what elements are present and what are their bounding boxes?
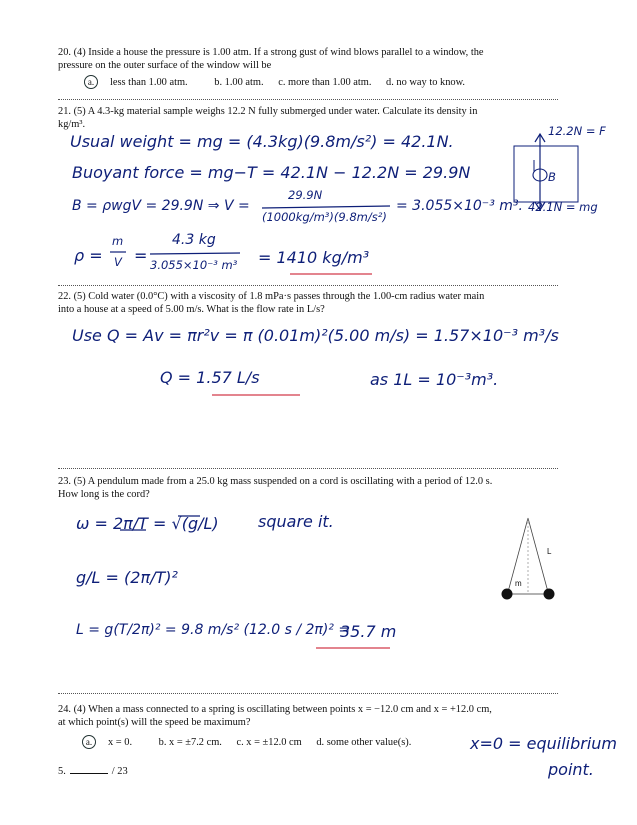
q24-option-b: b. x = ±7.2 cm. [158,737,222,748]
q23-text-line2: How long is the cord? [58,489,150,500]
score-total: / 23 [111,766,128,777]
q21-fbd-buoyant-label: B [548,170,556,184]
q20-option-b: b. 1.00 atm. [214,77,264,88]
q21-density-fraction-bar [150,253,240,254]
q21-text-line1: 21. (5) A 4.3-kg material sample weighs 12.2 N fully submerged under water. Calculate its density in [58,106,478,117]
q21-fbd-tension-label: 12.2N = F [548,124,606,138]
q24-equilibrium-note-2: point. [548,760,594,779]
q20-text-line1: 20. (4) Inside a house the pressure is 1.00 atm. If a strong gust of wind blows parallel to a window, the [58,47,484,58]
q24-circled-answer: a. [82,735,96,749]
q23-omega-equation: ω = 2π/T = √(g/L) [76,514,219,533]
q20-circled-answer: a. [84,75,98,89]
q21-density-V: V [114,255,122,269]
q21-volume-lhs: B = ρwgV = 29.9N ⇒ V = [72,198,250,214]
q23-pendulum-bob-right [544,589,555,600]
q23-pendulum-cord-right [528,518,548,592]
q21-volume-fraction-bar [262,206,390,208]
q21-volume-rhs: = 3.055×10⁻³ m³. [396,198,523,214]
q20-text-line2: pressure on the outer surface of the window will be [58,60,272,71]
q21-text-line2: kg/m³. [58,119,86,130]
q21-density-result: = 1410 kg/m³ [258,248,370,267]
q21-fbd-box [514,146,578,202]
q20-option-a: a. less than 1.00 atm. [84,77,200,88]
q23-pendulum-cord-left [508,518,528,592]
q24-text-line1: 24. (4) When a mass connected to a spring is oscillating between points x = −12.0 cm and x = +12.0 cm, [58,704,492,715]
q23-text-line1: 23. (5) A pendulum made from a 25.0 kg mass suspended on a cord is oscillating with a period of 12.0 s. [58,476,493,487]
q24-equilibrium-note: x=0 = equilibrium [470,734,618,753]
q21-fbd-weight-label: 42.1N = mg [528,200,598,214]
q23-ratio-equation: g/L = (2π/T)² [76,568,178,587]
q23-length-result: 35.7 m [340,622,397,641]
q21-density-denominator: 3.055×10⁻³ m³ [150,258,238,272]
q20-option-d: d. no way to know. [386,77,466,88]
q21-density-m: m [112,234,124,248]
q22-flow-result: Q = 1.57 L/s [160,368,260,387]
q23-pendulum-bob-left [502,589,513,600]
q21-density-numerator: 4.3 kg [172,232,216,248]
q21-volume-denominator: (1000kg/m³)(9.8m/s²) [262,210,387,224]
q24-option-c: c. x = ±12.0 cm [236,737,302,748]
q21-buoyant-force: Buoyant force = mg−T = 42.1N − 12.2N = 29.9N [72,163,471,182]
q22-use-equation: Use Q = Av = πr²v = π (0.01m)²(5.00 m/s) = 1.57×10⁻³ m³/s [72,326,559,345]
q22-text-line2: into a house at a speed of 5.00 m/s. What is the flow rate in L/s? [58,304,325,315]
q23-square-note: square it. [258,512,334,531]
q21-density-lhs: ρ = [74,246,103,265]
q21-usual-weight: Usual weight = mg = (4.3kg)(9.8m/s²) = 42.1N. [70,132,454,151]
q23-length-equation: L = g(T/2π)² = 9.8 m/s² (12.0 s / 2π)² = [76,622,351,638]
q23-pendulum-m-label: m [515,579,522,588]
q24-option-a: a. x = 0. [82,737,144,748]
q23-pendulum-L-label: L [547,547,552,556]
page-number: 5. [58,766,66,777]
q24-text-line2: at which point(s) will the speed be maximum? [58,717,251,728]
q21-volume-numerator: 29.9N [288,188,323,202]
q21-density-eq: = [134,246,148,265]
q22-liter-note: as 1L = 10⁻³m³. [370,370,499,389]
q22-text-line1: 22. (5) Cold water (0.0°C) with a viscosity of 1.8 mPa·s passes through the 1.00-cm radius water main [58,291,485,302]
q24-option-d: d. some other value(s). [316,737,412,748]
q20-option-c: c. more than 1.00 atm. [278,77,372,88]
